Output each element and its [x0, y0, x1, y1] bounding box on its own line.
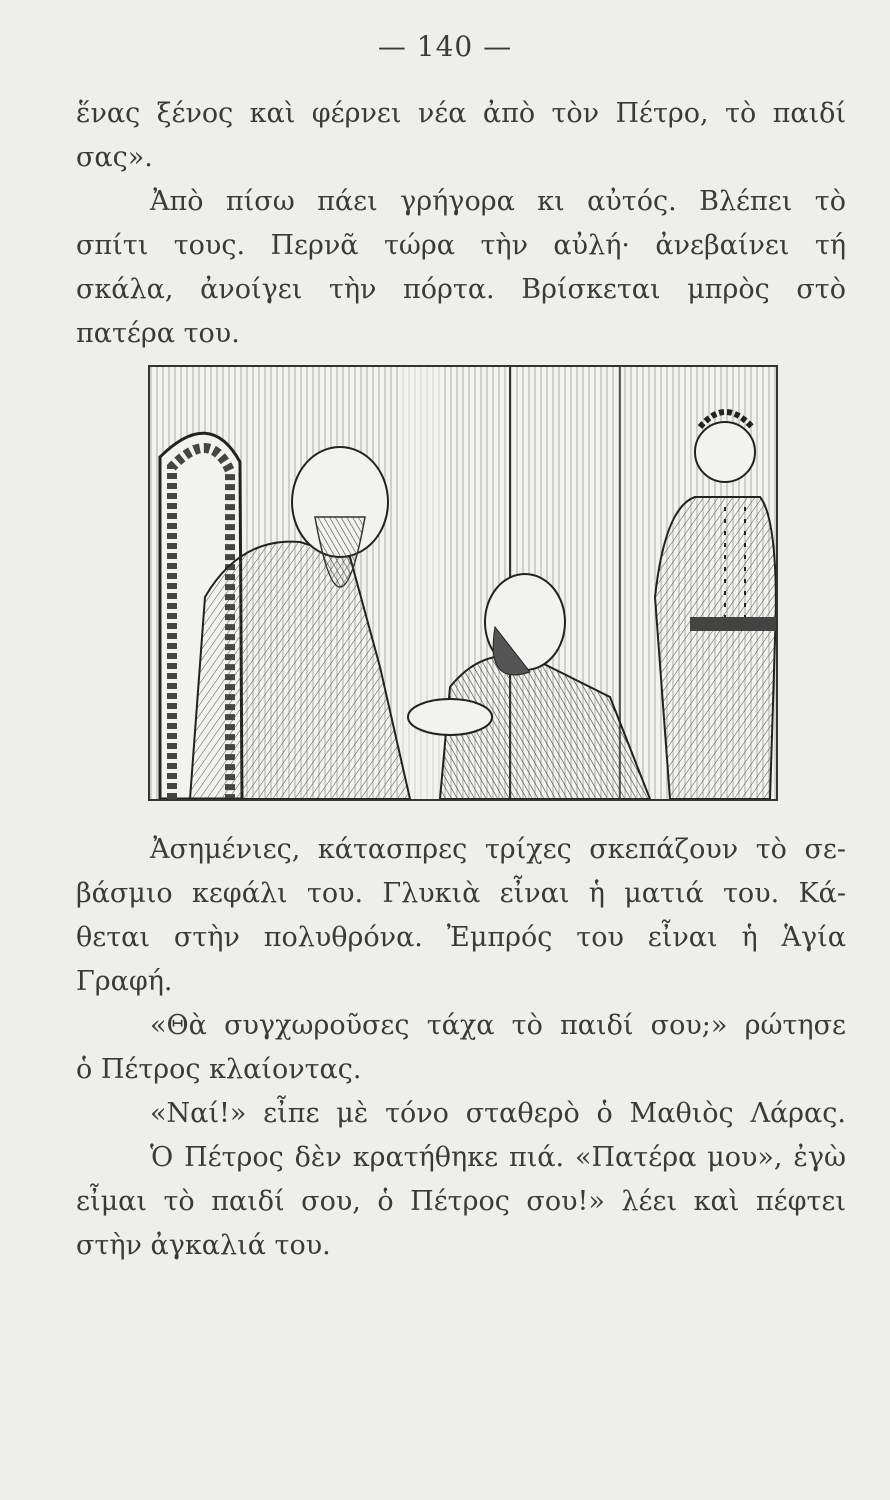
text-line: σας». [76, 142, 153, 173]
top-paragraph [76, 92, 846, 356]
bottom-paragraph [76, 828, 846, 1268]
text-line: Ὁ Πέτρος δὲν κρατήθηκε πιά. «Πατέρα μου», ἐγὼ [150, 1142, 846, 1173]
engraving-drawing [150, 367, 776, 799]
text-line: Γραφή. [76, 966, 173, 997]
text-line: σκάλα, ἀνοίγει τὴν πόρτα. Βρίσκεται μπρὸς στὸ [76, 274, 846, 305]
text-line: πατέρα του. [76, 318, 240, 349]
illustration-engraving [148, 365, 778, 801]
text-line: εἶμαι τὸ παιδί σου, ὁ Πέτρος σου!» λέει καὶ πέφτει [76, 1186, 846, 1217]
text-line: βάσμιο κεφάλι του. Γλυκιὰ εἶναι ἡ ματιά του. Κά- [76, 878, 846, 909]
text-line: σπίτι τους. Περνᾶ τώρα τὴν αὐλή· ἀνεβαίνει τή [76, 230, 846, 261]
text-line: Ἀσημένιες, κάτασπρες τρίχες σκεπάζουν τὸ σε- [150, 834, 846, 865]
text-line: ὁ Πέτρος κλαίοντας. [76, 1054, 362, 1085]
text-line: στὴν ἀγκαλιά του. [76, 1230, 331, 1261]
text-line: Ἀπὸ πίσω πάει γρήγορα κι αὐτός. Βλέπει τὸ [150, 186, 846, 217]
text-line: ἕνας ξένος καὶ φέρνει νέα ἀπὸ τὸν Πέτρο, τὸ παιδί [76, 98, 846, 129]
text-line: «Θὰ συγχωροῦσες τάχα τὸ παιδί σου;» ρώτησε [150, 1010, 846, 1041]
text-line: «Ναί!» εἶπε μὲ τόνο σταθερὸ ὁ Μαθιὸς Λάρας. [150, 1098, 846, 1129]
page-number: — 140 — [377, 30, 513, 63]
text-line: θεται στὴν πολυθρόνα. Ἐμπρός του εἶναι ἡ Ἁγία [76, 922, 846, 953]
